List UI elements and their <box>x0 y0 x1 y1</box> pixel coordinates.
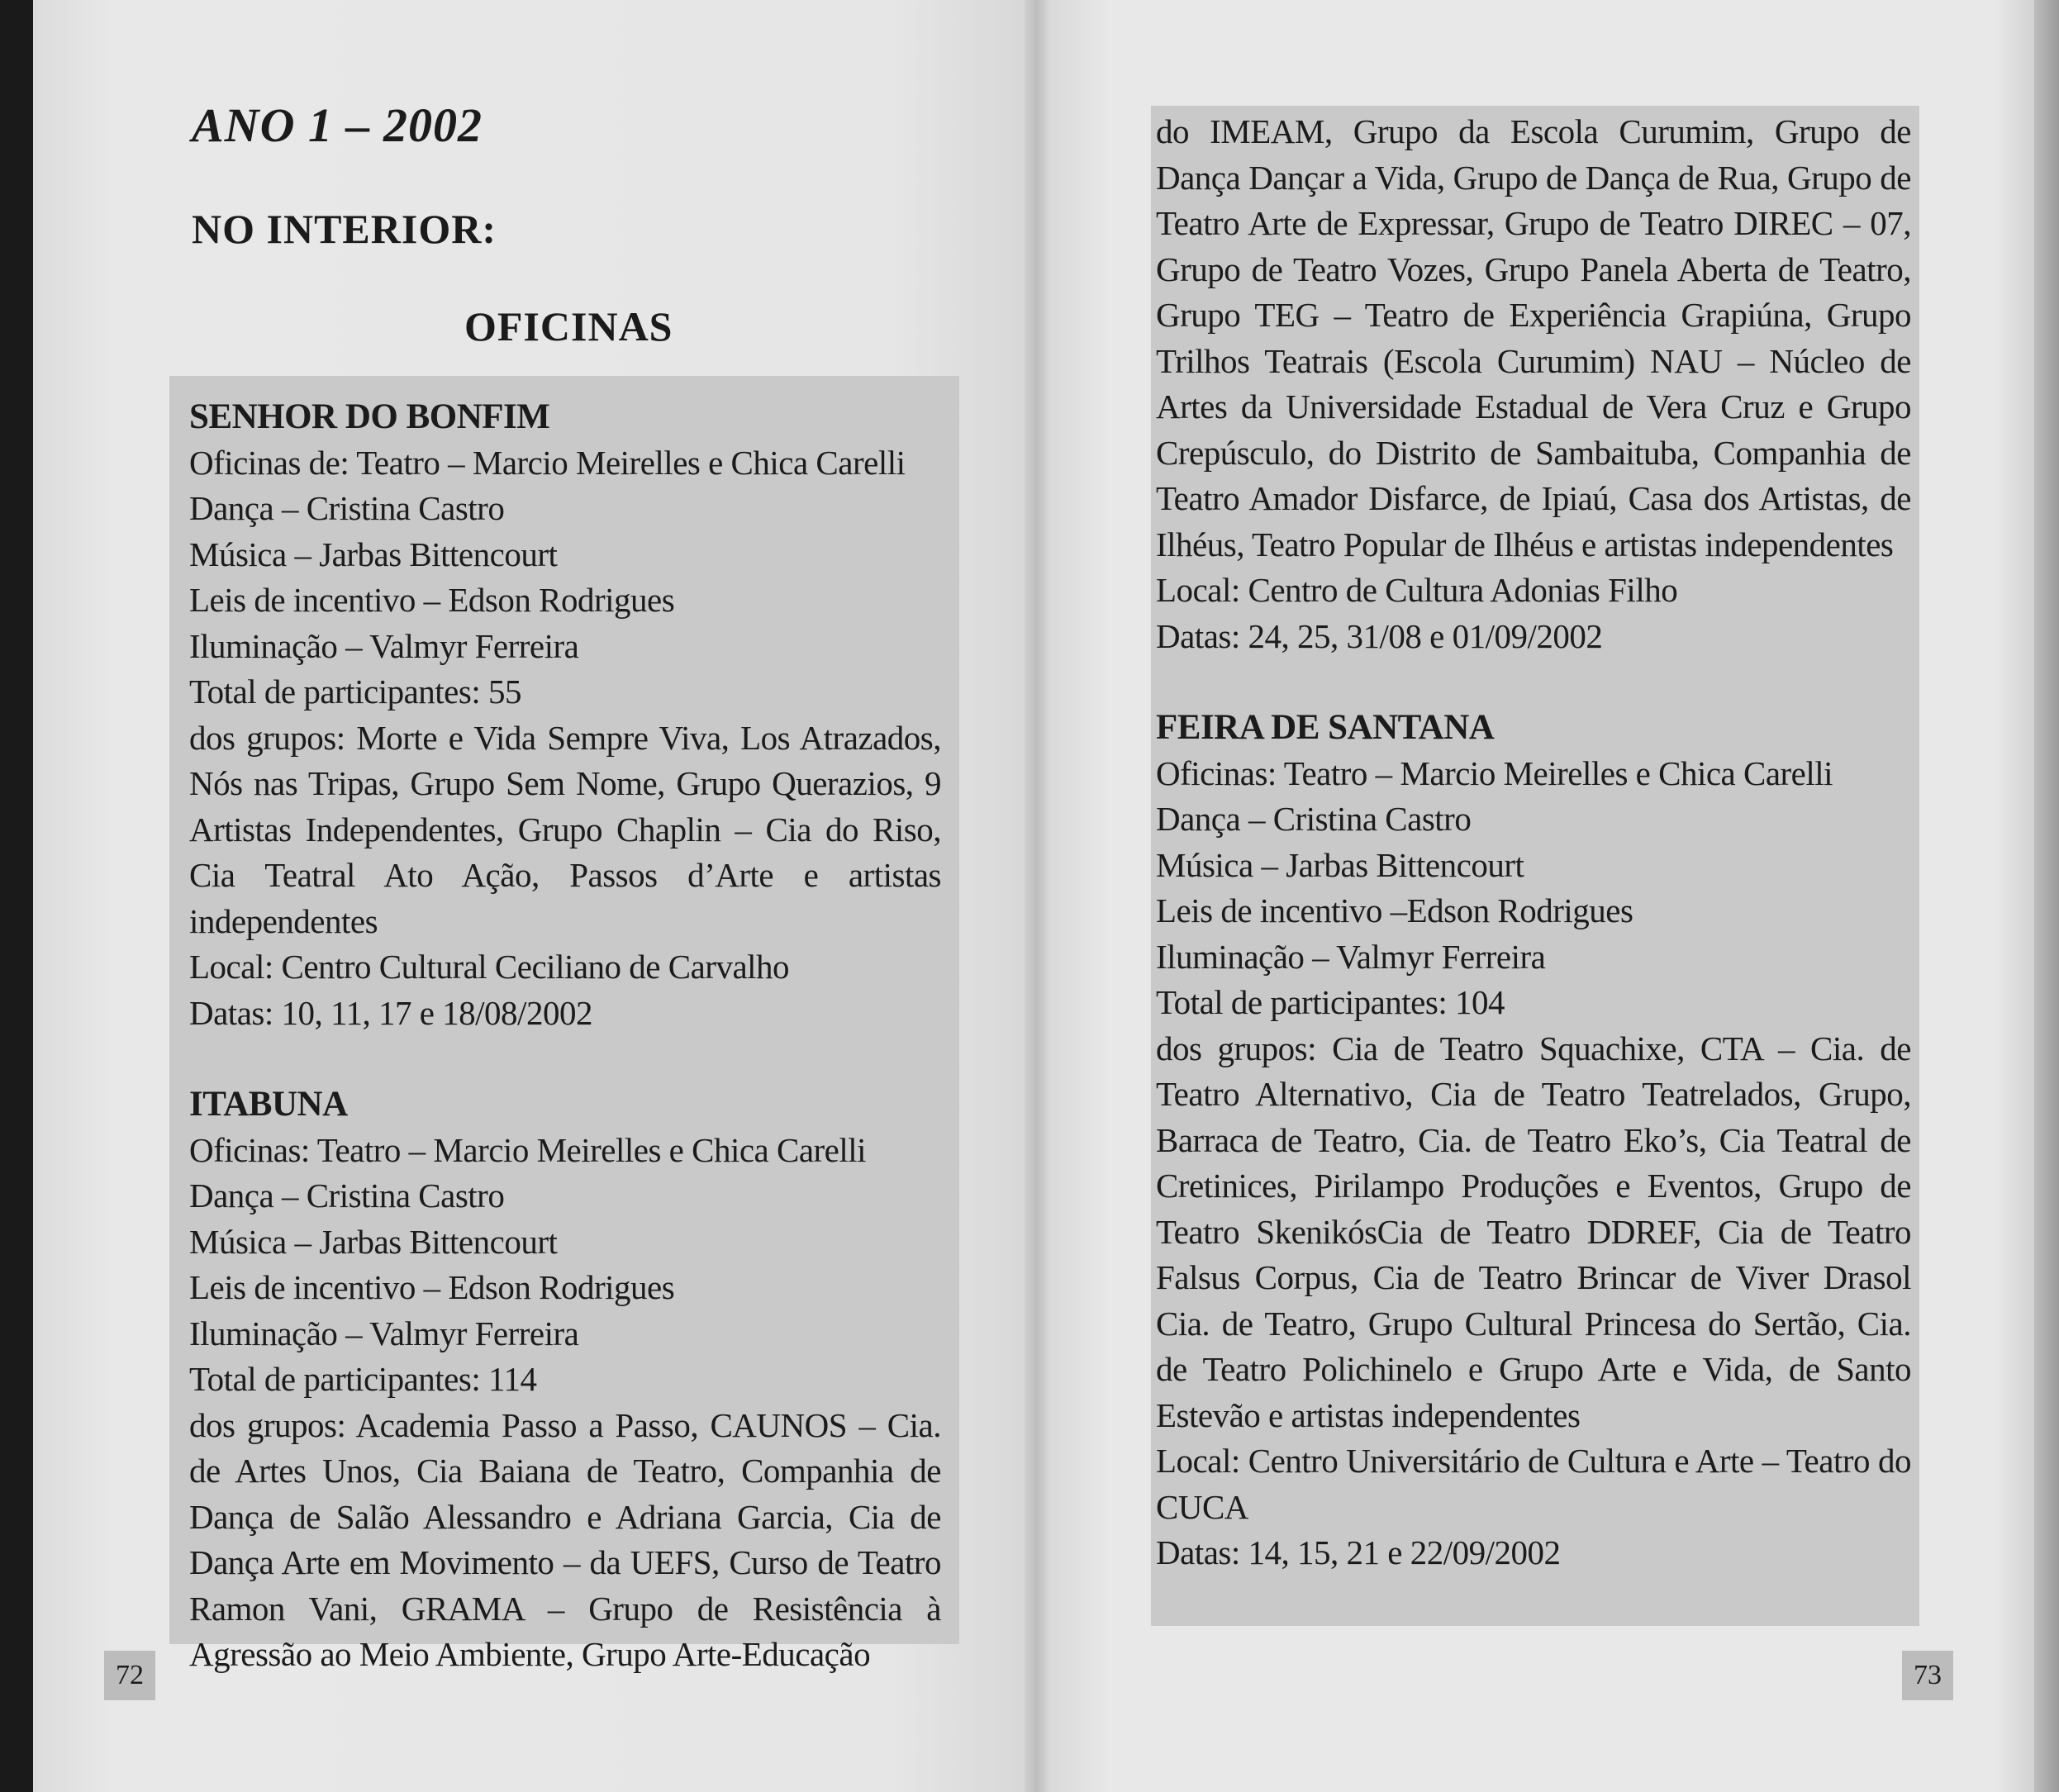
section-spacer <box>189 1036 941 1081</box>
section-spacer <box>1156 659 1911 705</box>
feira-de-santana-line: Iluminação – Valmyr Ferreira <box>1156 937 1546 976</box>
left-text-box <box>169 376 959 1673</box>
feira-de-santana-line: Dança – Cristina Castro <box>1156 800 1472 838</box>
feira-de-santana-local: Local: Centro Universitário de Cultura e Arte – Teatro do CUCA <box>1156 1442 1911 1526</box>
senhor-do-bonfim-dates: Datas: 10, 11, 17 e 18/08/2002 <box>189 993 592 1032</box>
senhor-do-bonfim-title: SENHOR DO BONFIM <box>189 397 550 436</box>
itabuna-line: Leis de incentivo – Edson Rodrigues <box>189 1268 675 1306</box>
feira-de-santana-dates: Datas: 14, 15, 21 e 22/09/2002 <box>1156 1533 1561 1571</box>
page-number-left: 72 <box>104 1651 155 1700</box>
book-gutter <box>1025 0 1049 1792</box>
year-heading: ANO 1 – 2002 <box>192 98 483 152</box>
page-number-right: 73 <box>1902 1651 1953 1700</box>
itabuna-title: ITABUNA <box>189 1085 348 1124</box>
feira-de-santana-line: Música – Jarbas Bittencourt <box>1156 845 1524 884</box>
itabuna-dates: Datas: 24, 25, 31/08 e 01/09/2002 <box>1156 616 1603 655</box>
itabuna-line: Total de participantes: 114 <box>189 1360 537 1398</box>
itabuna-line: Oficinas: Teatro – Marcio Meirelles e Chica Carelli <box>189 1130 867 1169</box>
senhor-do-bonfim-line: Total de participantes: 55 <box>189 673 521 711</box>
senhor-do-bonfim-line: Oficinas de: Teatro – Marcio Meirelles e Chica Carelli <box>189 443 906 482</box>
feira-de-santana-groups: dos grupos: Cia de Teatro Squachixe, CTA – Cia. de Teatro Alternativo, Cia de Teatro Teatrelados, Grupo, Barraca de Teatro, Cia. de Teatro Eko’s, Cia Teatral de Cretinices, Pirilampo Produções e Eventos, Grupo de Teatro SkenikósCia de Teatro DDREF, Cia de Teatro Falsus Corpus, Cia de Teatro Brincar de Viver Drasol Cia. de Teatro, Grupo Cultural Princesa do Sertão, Cia. de Teatro Polichinelo e Grupo Arte e Vida, de Santo Estevão e artistas independentes <box>1156 1029 1911 1434</box>
book-spine-edge <box>0 0 33 1792</box>
itabuna-line: Música – Jarbas Bittencourt <box>189 1222 558 1261</box>
right-text-box <box>1151 106 1919 1626</box>
itabuna-line: Dança – Cristina Castro <box>189 1176 505 1214</box>
itabuna-groups: dos grupos: Academia Passo a Passo, CAUNOS – Cia. de Artes Unos, Cia Baiana de Teatro, Companhia de Dança de Salão Alessandro e Adriana Garcia, Cia de Dança Arte em Movimento – da UEFS, Curso de Teatro Ramon Vani, GRAMA – Grupo de Resistência à Agressão ao Meio Ambiente, Grupo Arte-Educação <box>189 1405 941 1673</box>
book-page-edge <box>2034 0 2059 1792</box>
senhor-do-bonfim-line: Leis de incentivo – Edson Rodrigues <box>189 581 675 619</box>
itabuna-line: Iluminação – Valmyr Ferreira <box>189 1314 579 1352</box>
senhor-do-bonfim-line: Iluminação – Valmyr Ferreira <box>189 626 579 665</box>
itabuna-groups-continued: do IMEAM, Grupo da Escola Curumim, Grupo de Dança Dançar a Vida, Grupo de Dança de Rua, Grupo de Teatro Arte de Expressar, Grupo de Teatro DIREC – 07, Grupo de Teatro Vozes, Grupo Panela Aberta de Teatro, Grupo TEG – Teatro de Experiência Grapiúna, Grupo Trilhos Teatrais (Escola Curumim) NAU – Núcleo de Artes da Universidade Estadual de Vera Cruz e Grupo Crepúsculo, do Distrito de Sambaituba, Companhia de Teatro Amador Disfarce, de Ipiaú, Casa dos Artistas, de Ilhéus, Teatro Popular de Ilhéus e artistas independentes <box>1156 112 1911 563</box>
region-heading: NO INTERIOR: <box>192 206 497 252</box>
senhor-do-bonfim-line: Dança – Cristina Castro <box>189 489 505 527</box>
feira-de-santana-line: Total de participantes: 104 <box>1156 983 1505 1021</box>
feira-de-santana-line: Oficinas: Teatro – Marcio Meirelles e Chica Carelli <box>1156 753 1833 792</box>
feira-de-santana-title: FEIRA DE SANTANA <box>1156 708 1495 747</box>
senhor-do-bonfim-local: Local: Centro Cultural Ceciliano de Carvalho <box>189 948 790 986</box>
senhor-do-bonfim-groups: dos grupos: Morte e Vida Sempre Viva, Los Atrazados, Nós nas Tripas, Grupo Sem Nome, Grupo Querazios, 9 Artistas Independentes, Grupo Chaplin – Cia do Riso, Cia Teatral Ato Ação, Passos d’Arte e artistas independentes <box>189 718 941 940</box>
itabuna-local: Local: Centro de Cultura Adonias Filho <box>1156 571 1678 609</box>
senhor-do-bonfim-line: Música – Jarbas Bittencourt <box>189 535 558 573</box>
feira-de-santana-line: Leis de incentivo –Edson Rodrigues <box>1156 891 1633 929</box>
section-heading: OFICINAS <box>464 303 673 349</box>
